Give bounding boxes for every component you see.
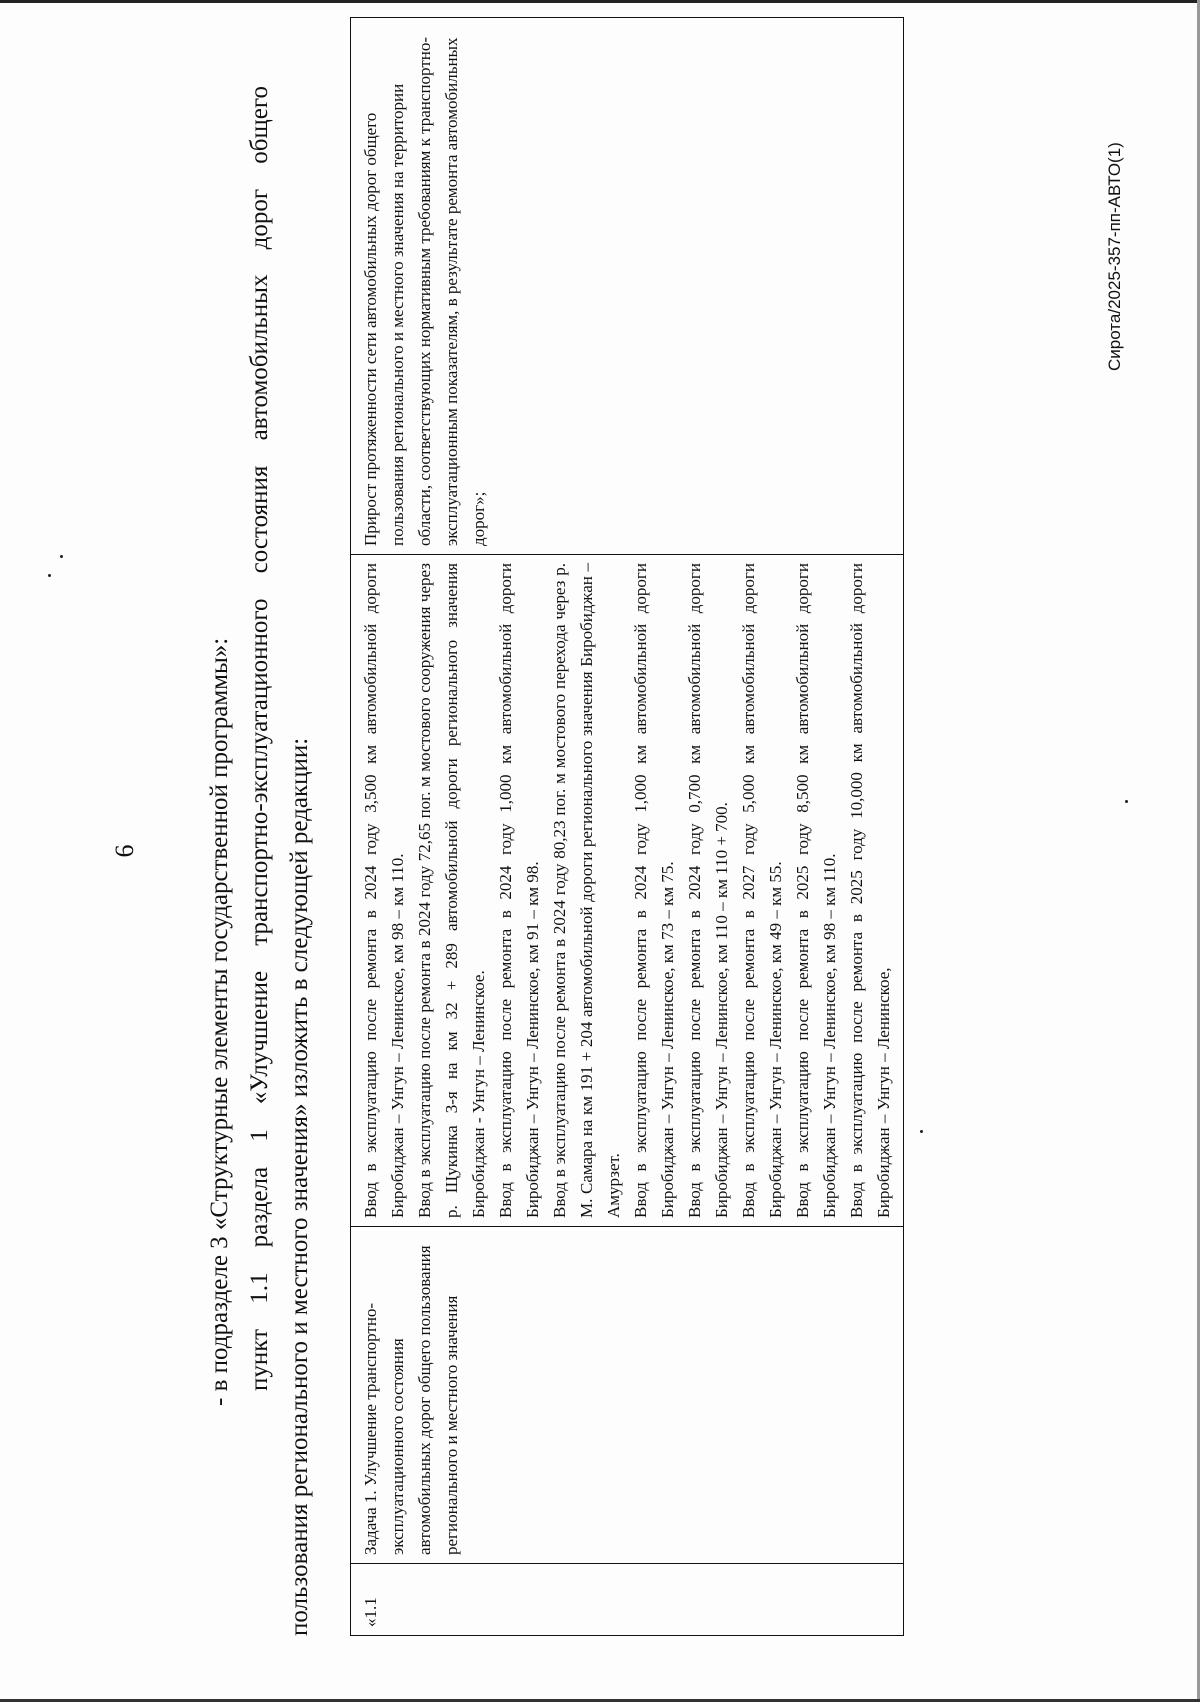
intro-line-2: пункт 1.1 раздела 1 «Улучшение транспортно-эксплуатационного состояния автомобильных дорог общего <box>246 86 273 1391</box>
result-cell <box>351 18 904 555</box>
event-item: Ввод в эксплуатацию после ремонта в 2024 году 1,000 км автомобильной дороги Биробиджан – Унгун – Ленинское, км 91 – км 98. <box>496 563 542 1218</box>
events-cell <box>351 555 904 1227</box>
result-text: Прирост протяженности сети автомобильных дорог общего пользования регионального и местного значения на территории области, соответствующих нормативным требованиям к транспортно-эксплуатационным показателям, в результате ремонта автомобильных дорог»; <box>361 36 488 546</box>
table-row <box>351 18 904 1636</box>
rotated-content <box>50 31 1150 1671</box>
page-number: 6 <box>110 844 139 858</box>
document-code: Сирота/2025-357-пп-АВТО(1) <box>1105 142 1124 371</box>
task-cell <box>351 1227 904 1564</box>
event-item: Ввод в эксплуатацию после ремонта в 2025 году 8,500 км автомобильной дороги Биробиджан – Унгун – Ленинское, км 98 – км 110. <box>793 563 839 1218</box>
intro-paragraph <box>200 86 320 1636</box>
event-item: Ввод в эксплуатацию после ремонта в 2024 году 80,23 пог. м мостового перехода через р. М. Самара на км 191 + 204 автомобильной дороги регионального значения Биробиджан – Амурзет. <box>550 563 623 1218</box>
event-item: Ввод в эксплуатацию после ремонта в 2024 году 0,700 км автомобильной дороги Биробиджан – Унгун – Ленинское, км 110 – км 110 + 700. <box>685 563 731 1218</box>
event-item: Ввод в эксплуатацию после ремонта в 2024 году 72,65 пог. м мостового сооружения через р. Щукинка 3-я на км 32 + 289 автомобильной дороги регионального значения Биробиджан - Унгун – Ленинское. <box>415 563 488 1218</box>
intro-line-1: - в подразделе 3 «Структурные элементы государственной программы»: <box>206 637 233 1406</box>
row-number-cell: «1.1 <box>351 1564 904 1636</box>
event-item: Ввод в эксплуатацию после ремонта в 2024 году 1,000 км автомобильной дороги Биробиджан – Унгун – Ленинское, км 73 – км 75. <box>631 563 677 1218</box>
task-text: Задача 1. Улучшение транспортно-эксплуатационного состояния автомобильных дорог общего пользования регионального и местного значения <box>361 1245 461 1555</box>
event-item: Ввод в эксплуатацию после ремонта в 2027 году 5,000 км автомобильной дороги Биробиджан – Унгун – Ленинское, км 49 – км 55. <box>739 563 785 1218</box>
intro-line-3: пользования регионального и местного значения» изложить в следующей редакции: <box>286 737 313 1636</box>
scan-edge-top <box>0 0 1200 3</box>
event-item: Ввод в эксплуатацию после ремонта в 2024 году 3,500 км автомобильной дороги Биробиджан – Унгун – Ленинское, км 98 – км 110. <box>361 563 407 1218</box>
event-item: Ввод в эксплуатацию после ремонта в 2025 году 10,000 км автомобильной дороги Биробиджан – Унгун – Ленинское, <box>847 563 893 1218</box>
program-table <box>350 17 904 1636</box>
